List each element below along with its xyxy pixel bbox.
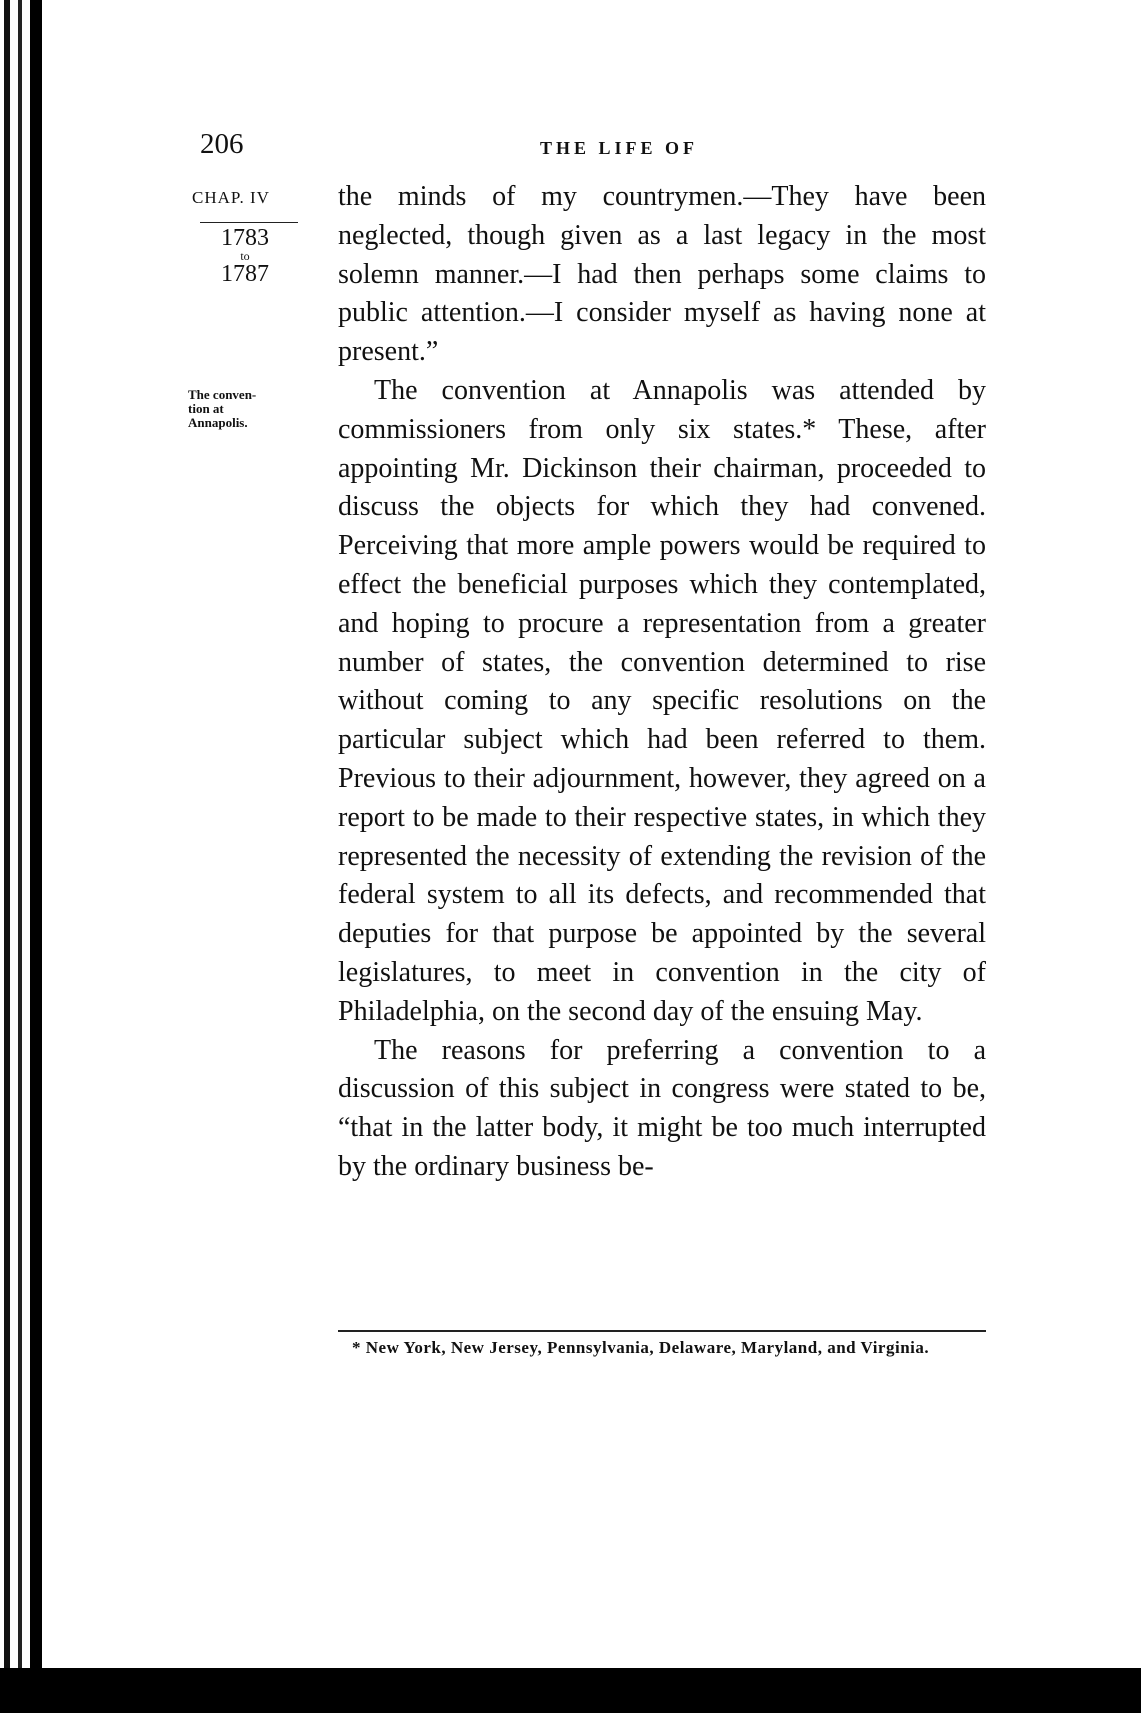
scan-spine-shadow xyxy=(0,0,50,1713)
sidenote-line: Annapolis. xyxy=(188,415,248,430)
sidenote-line: The conven- xyxy=(188,387,257,402)
paragraph: the minds of my countrymen.—They have been neglected, though given as a last legacy in the most solemn manner.—I had then perhaps some claims to public attention.—I consider myself as having none at present.” xyxy=(338,181,986,368)
paragraph: The reasons for preferring a convention to a discussion of this subject in congress were stated to be, “that in the latter body, it might be too much interrupted by the ordinary business be- xyxy=(338,1034,986,1182)
scan-border xyxy=(18,0,22,1713)
scan-bottom-border xyxy=(0,1668,1141,1713)
margin-rule xyxy=(200,222,298,223)
footnote-rule xyxy=(338,1330,986,1332)
footnote-text: * New York, New Jersey, Pennsylvania, Delaware, Maryland, and Virginia. xyxy=(352,1338,930,1357)
running-head: THE LIFE OF xyxy=(540,138,699,158)
page-number: 206 xyxy=(200,128,244,160)
chapter-label: CHAP. IV xyxy=(192,188,270,207)
margin-sidenote xyxy=(188,388,288,430)
year-start: 1783 xyxy=(221,225,269,251)
paragraph: The convention at Annapolis was attended by commissioners from only six states.* These, after appointing Mr. Dickinson their chairman, proceeded to discuss the objects for which they had convened. Perceiving that more ample powers would be required to effect the beneficial purposes which they contemplated, and hoping to procure a representation from a greater number of states, the convention determined to rise without coming to any specific resolutions on the particular subject which had been referred to them. Previous to their adjournment, however, they agreed on a report to be made to their respective states, in which they represented the necessity of extending the revision of the federal system to all its defects, and recommended that deputies for that purpose be appointed by the several legislatures, to meet in convention in the city of Philadelphia, on the second day of the ensuing May. xyxy=(338,374,986,1027)
footnote xyxy=(338,1338,986,1357)
body-text xyxy=(338,178,986,1187)
scan-border xyxy=(4,0,10,1713)
year-to: to xyxy=(240,249,250,263)
year-range xyxy=(200,226,290,286)
year-end: 1787 xyxy=(221,261,269,287)
scan-border xyxy=(30,0,42,1713)
sidenote-line: tion at xyxy=(188,401,224,416)
